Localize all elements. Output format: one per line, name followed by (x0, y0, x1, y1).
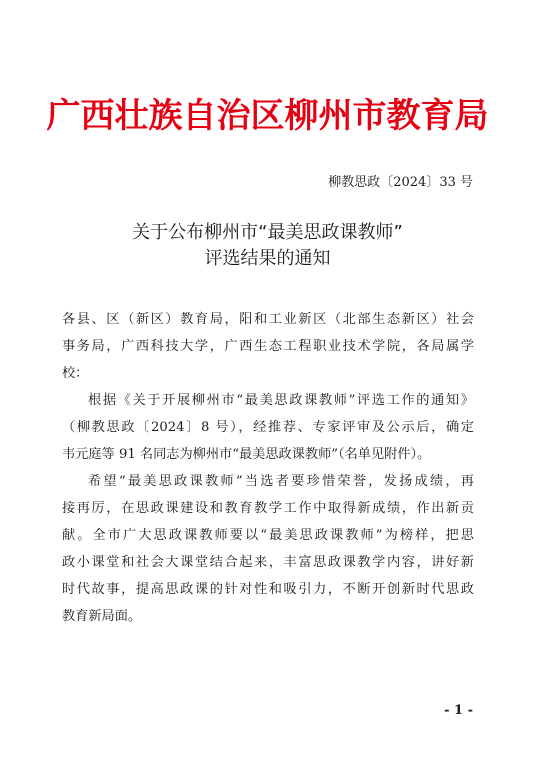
addressee-line: 校： (62, 366, 89, 381)
addressee-line: 事务局，广西科技大学，广西生态工程职业技术学院，各局属学 (62, 339, 474, 354)
paragraph-line: 献。全市广大思政课教师要以“最美思政课教师”为榜样，把思 (62, 528, 474, 543)
addressee-block (62, 306, 474, 387)
paragraph-hope (62, 468, 474, 630)
document-body (62, 306, 474, 630)
paragraph-line: 教育新局面。 (62, 609, 142, 624)
paragraph-line: （柳教思政〔2024〕8 号），经推荐、专家评审及公示后，确定 (62, 420, 474, 435)
paragraph-line: 韦元庭等 91 名同志为柳州市“最美思政课教师”（名单见附件）。 (62, 447, 431, 462)
page-number: - 1 - (444, 703, 473, 718)
paragraph-line: 时代故事，提高思政课的针对性和吸引力，不断开创新时代思政 (62, 582, 474, 597)
document-number: 柳教思政〔2024〕33 号 (328, 175, 473, 190)
addressee-line: 各县、区（新区）教育局，阳和工业新区（北部生态新区）社会 (62, 312, 474, 327)
paragraph-line: 接再厉，在思政课建设和教育教学工作中取得新成绩，作出新贡 (62, 501, 474, 516)
paragraph-line: 政小课堂和社会大课堂结合起来，丰富思政课教学内容，讲好新 (62, 555, 474, 570)
document-title (0, 220, 535, 272)
paragraph-basis (62, 387, 474, 468)
issuer-header: 广西壮族自治区柳州市教育局 (46, 96, 489, 136)
paragraph-line: 根据《关于开展柳州市“最美思政课教师”评选工作的通知》 (88, 393, 474, 408)
document-title-line-1: 关于公布柳州市“最美思政课教师” (132, 222, 403, 243)
paragraph-line: 希望“最美思政课教师”当选者要珍惜荣誉，发扬成绩，再 (88, 474, 474, 489)
document-title-line-2: 评选结果的通知 (204, 248, 331, 269)
